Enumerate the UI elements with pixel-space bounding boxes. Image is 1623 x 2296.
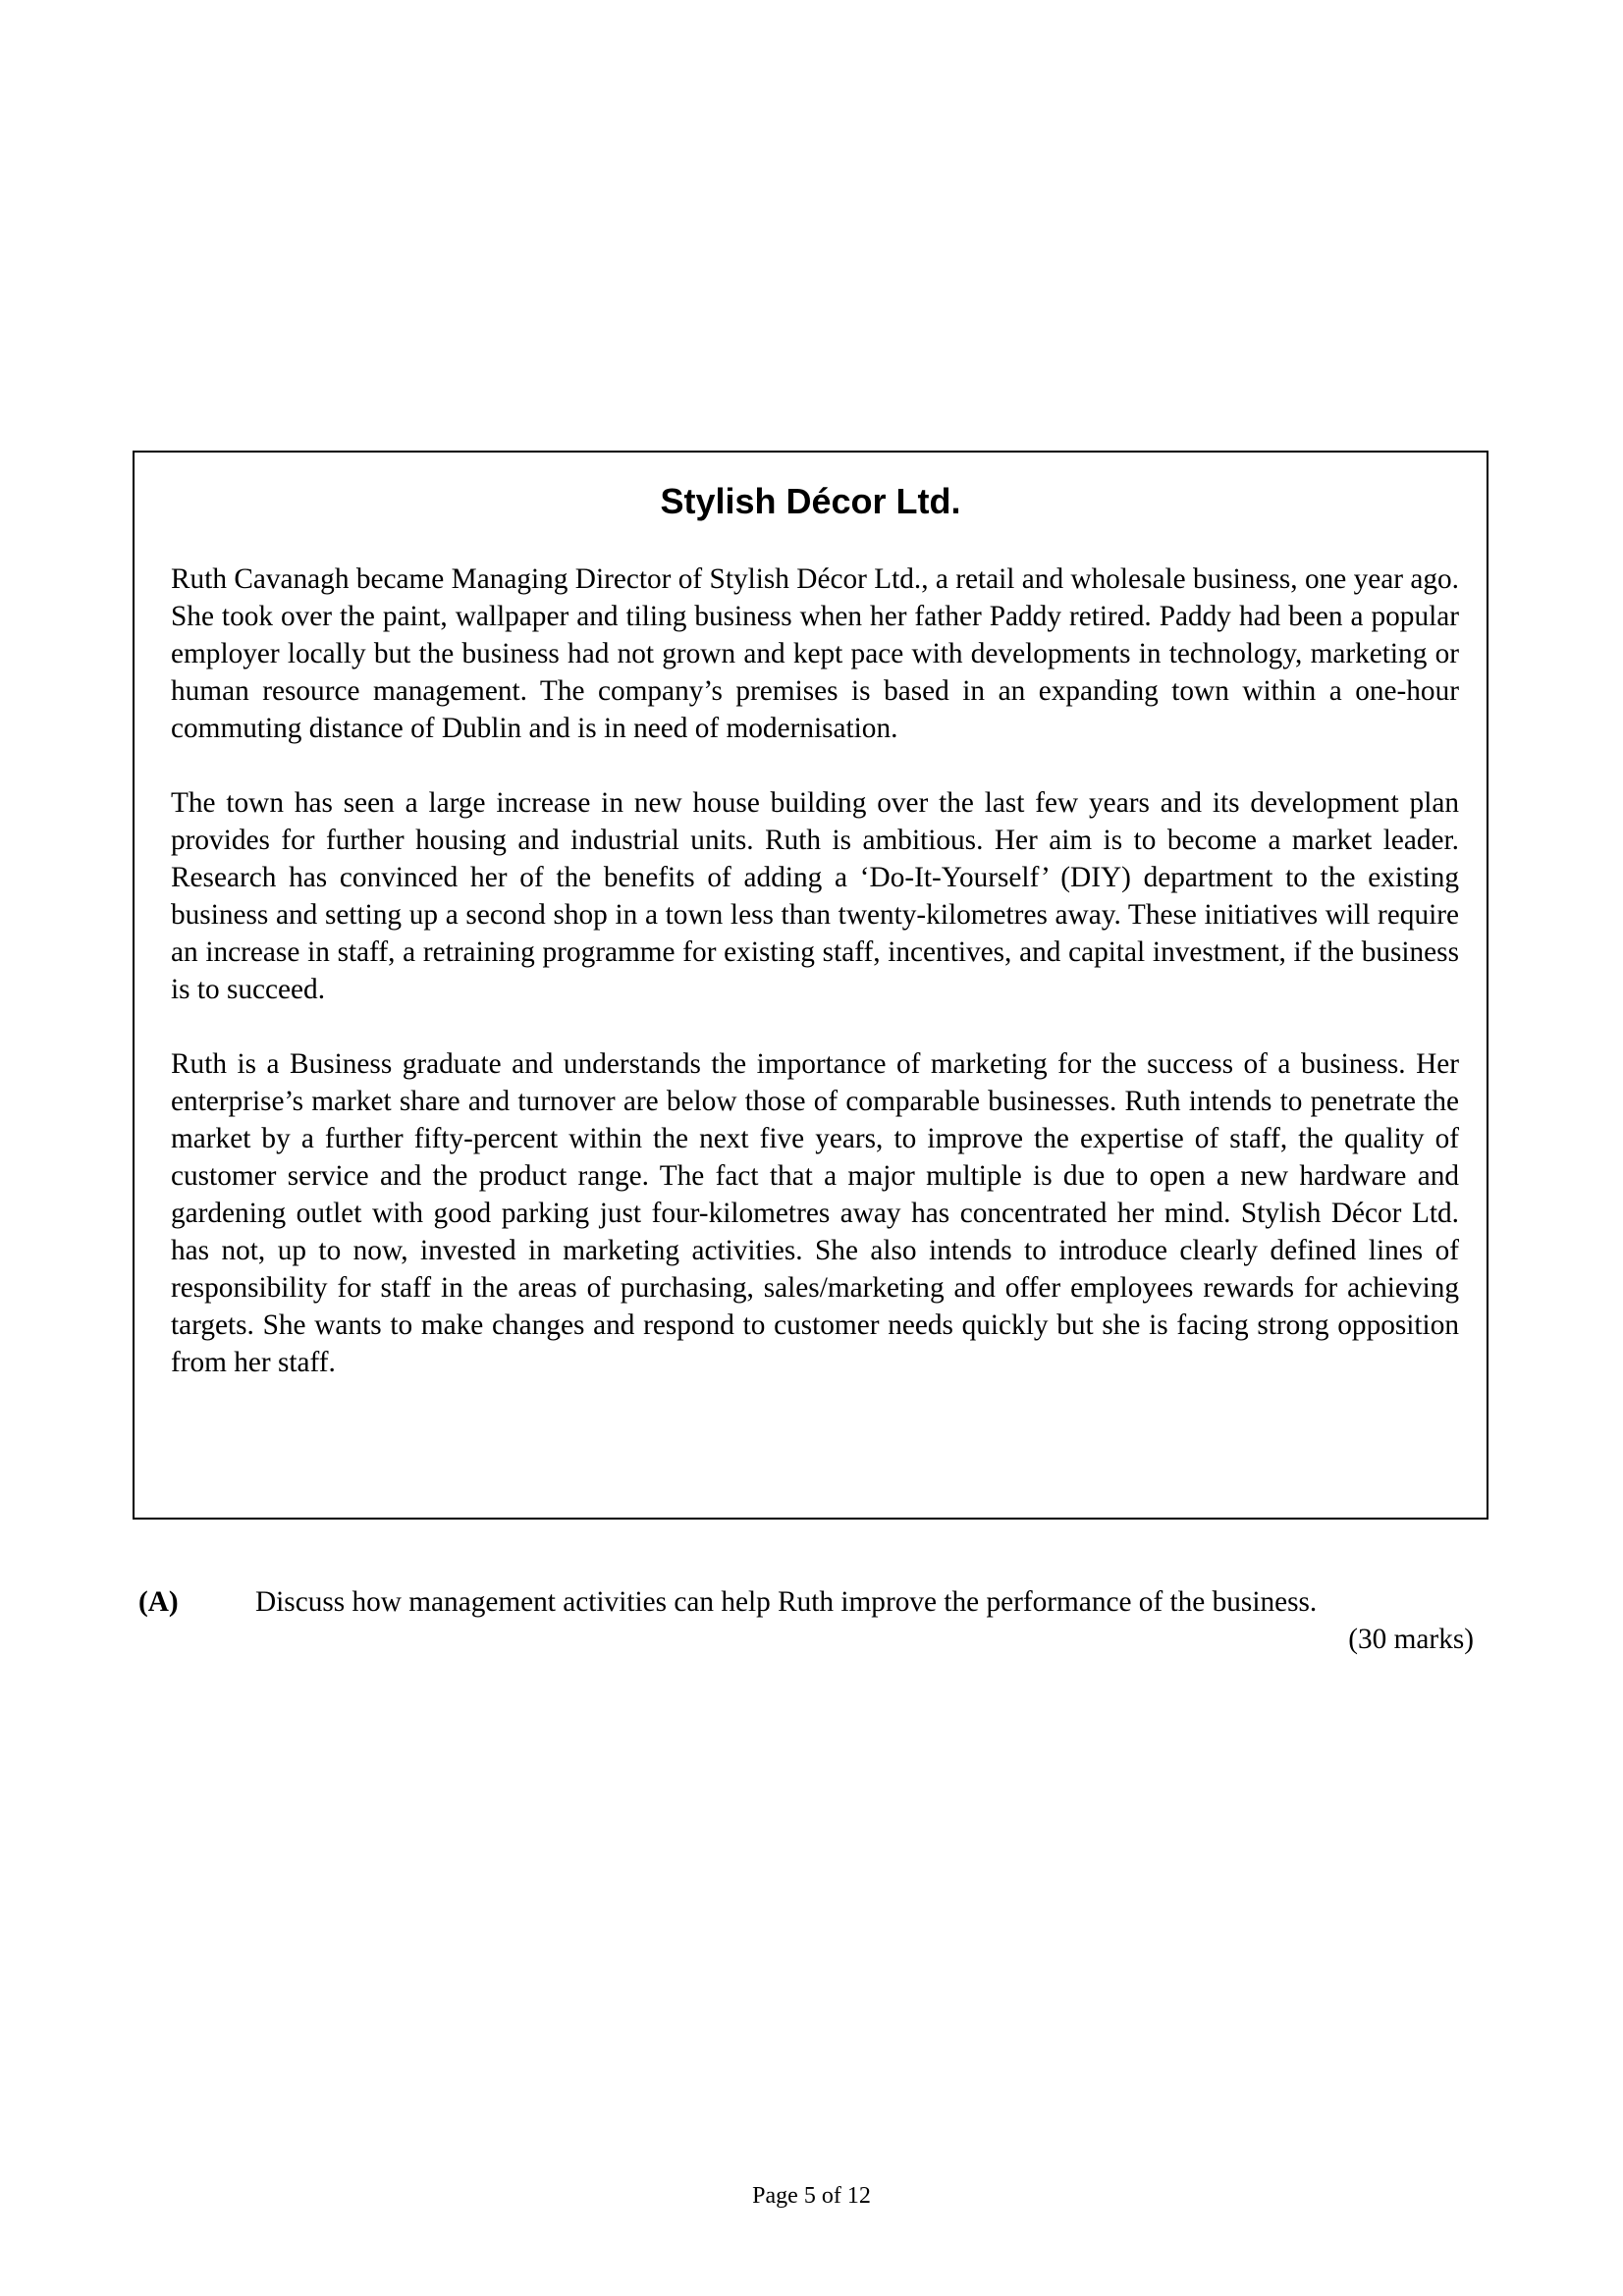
case-study-title: Stylish Décor Ltd. bbox=[660, 481, 961, 521]
case-study-paragraph-3: Ruth is a Business graduate and understands the importance of marketing for the success of a business. Her enterprise’s market share and turnover are below those of comparable businesses. Ruth intends to penetrate the market by a further fifty-percent within the next five years, to improve the expertise of staff, the quality of customer service and the product range. The fact that a major multiple is due to open a new hardware and gardening outlet with good parking just four-kilometres away has concentrated her mind. Stylish Décor Ltd. has not, up to now, invested in marketing activities. She also intends to introduce clearly defined lines of responsibility for staff in the areas of purchasing, sales/marketing and offer employees rewards for achieving targets. She wants to make changes and respond to customer needs quickly but she is facing strong opposition from her staff. bbox=[171, 1048, 1459, 1378]
case-study-box bbox=[133, 451, 1488, 1520]
case-study-paragraph-2: The town has seen a large increase in new house building over the last few years and its development plan provides for further housing and industrial units. Ruth is ambitious. Her aim is to become a market leader. Research has convinced her of the benefits of adding a ‘Do-It-Yourself’ (DIY) department to the existing business and setting up a second shop in a town less than twenty-kilometres away. These initiatives will require an increase in staff, a retraining programme for existing staff, incentives, and capital investment, if the business is to succeed. bbox=[171, 787, 1459, 1005]
page-number: Page 5 of 12 bbox=[752, 2183, 871, 2209]
case-study-body bbox=[171, 561, 1459, 1418]
case-study-paragraph-1: Ruth Cavanagh became Managing Director of Stylish Décor Ltd., a retail and wholesale business, one year ago. She took over the paint, wallpaper and tiling business when her father Paddy retired. Paddy had been a popular employer locally but the business had not grown and kept pace with developments in technology, marketing or human resource management. The company’s premises is based in an expanding town within a one-hour commuting distance of Dublin and is in need of modernisation. bbox=[171, 563, 1459, 744]
question-marks: (30 marks) bbox=[1348, 1624, 1474, 1655]
question-label: (A) bbox=[138, 1586, 179, 1618]
question-text: Discuss how management activities can help Ruth improve the performance of the business. bbox=[255, 1586, 1318, 1618]
